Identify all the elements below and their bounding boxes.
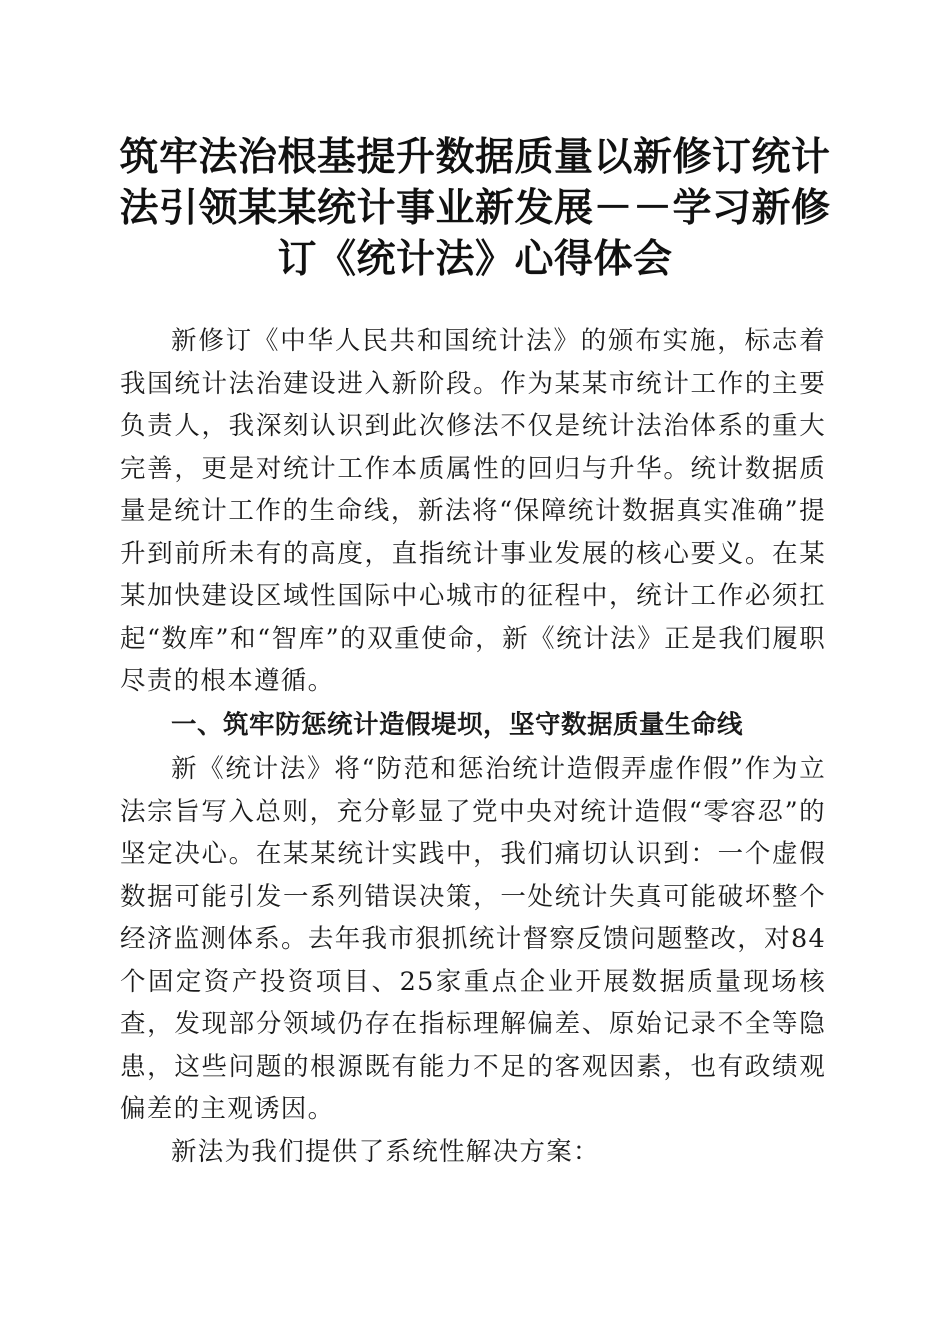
paragraph-solution-lead: 新法为我们提供了系统性解决方案：	[171, 1136, 600, 1167]
document-title: 筑牢法治根基提升数据质量以新修订统计法引领某某统计事业新发展－－学习新修订《统计法》心得体会	[119, 134, 831, 282]
section-heading-1: 一、筑牢防惩统计造假堤坝，坚守数据质量生命线	[171, 709, 744, 740]
paragraph-intro: 新修订《中华人民共和国统计法》的颁布实施，标志着我国统计法治建设进入新阶段。作为某某市统计工作的主要负责人，我深刻认识到此次修法不仅是统计法治体系的重大完善，更是对统计工作本质属性的回归与升华。统计数据质量是统计工作的生命线，新法将“保障统计数据真实准确”提升到前所未有的高度，直指统计事业发展的核心要义。在某某加快建设区域性国际中心城市的征程中，统计工作必须扛起“数库”和“智库”的双重使命，新《统计法》正是我们履职尽责的根本遵循。	[120, 326, 826, 696]
document-body	[120, 320, 826, 1173]
paragraph-section-1: 新《统计法》将“防范和惩治统计造假弄虚作假”作为立法宗旨写入总则，充分彰显了党中央对统计造假“零容忍”的坚定决心。在某某统计实践中，我们痛切认识到：一个虚假数据可能引发一系列错误决策，一处统计失真可能破坏整个经济监测体系。去年我市狠抓统计督察反馈问题整改，对84个固定资产投资项目、25家重点企业开展数据质量现场核查，发现部分领域仍存在指标理解偏差、原始记录不全等隐患，这些问题的根源既有能力不足的客观因素，也有政绩观偏差的主观诱因。	[120, 754, 826, 1124]
